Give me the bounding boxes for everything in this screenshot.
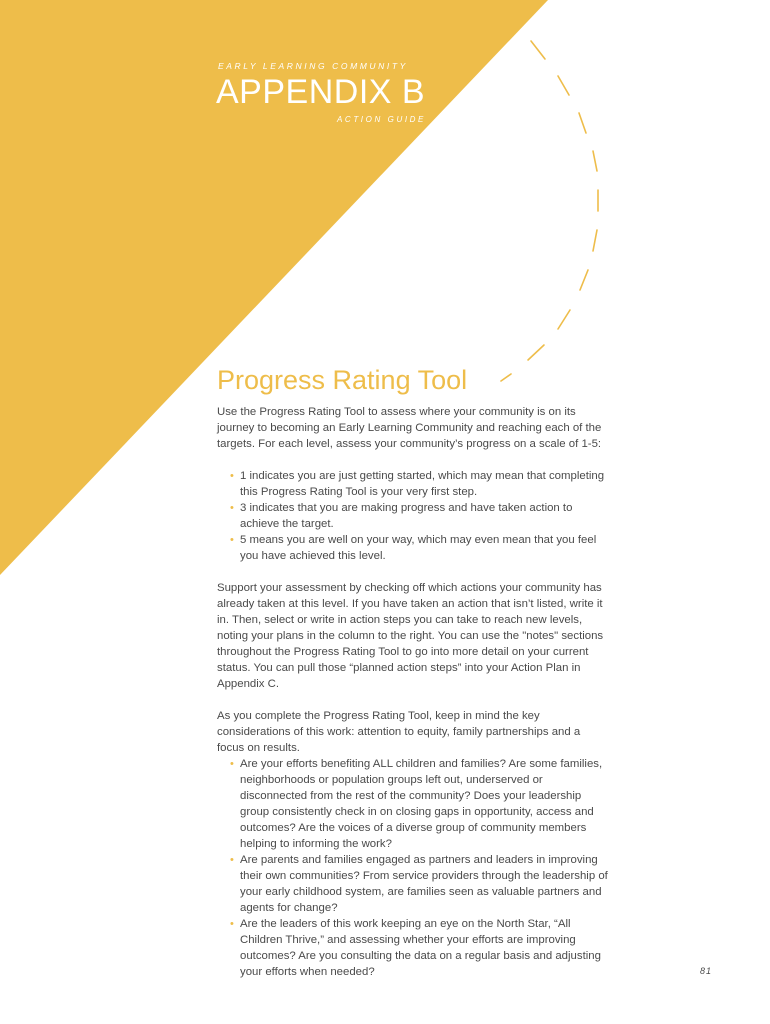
considerations-intro: As you complete the Progress Rating Tool, keep in mind the key considerations of this work: attention to equity, family partnerships and a focus on results. [217,710,581,754]
list-item-text: Are parents and families engaged as partners and leaders in improving their own communities? From service providers through the leadership of your early childhood system, are families seen as valuable partners and agents for change? [240,854,608,914]
bullet-icon: • [230,534,234,546]
appendix-eyebrow: EARLY LEARNING COMMUNITY [218,61,408,71]
intro-paragraph: Use the Progress Rating Tool to assess where your community is on its journey to becoming an Early Learning Community and reaching each of the targets. For each level, assess your community’s progress on a scale of 1-5: [217,406,602,450]
section-heading: Progress Rating Tool [217,365,468,395]
scale-list [217,468,609,564]
list-item [217,756,609,852]
bullet-icon: • [230,470,234,482]
dashed-arc-decoration [501,41,598,381]
list-item [217,500,609,532]
list-item-text: Are your efforts benefiting ALL children and families? Are some families, neighborhoods or population groups left out, underserved or disconnected from the rest of the community? Does your leadership group consistently check in on closing gaps in opportunity, access and outcomes? Are the voices of a diverse group of community members helping to informing the work? [240,758,603,850]
considerations-list [217,756,609,980]
bullet-icon: • [230,918,234,930]
section-content [217,404,609,980]
page-number: 81 [700,966,713,976]
list-item-text: 3 indicates that you are making progress and have taken action to achieve the target. [240,502,573,530]
bullet-icon: • [230,854,234,866]
list-item-text: Are the leaders of this work keeping an eye on the North Star, “All Children Thrive,” and assessing whether your efforts are improving outcomes? Are you consulting the data on a regular basis and adjusting your efforts when needed? [240,918,601,978]
list-item-text: 5 means you are well on your way, which may even mean that you feel you have achieved this level. [240,534,597,562]
bullet-icon: • [230,502,234,514]
list-item [217,468,609,500]
list-item [217,916,609,980]
appendix-subtitle: ACTION GUIDE [337,115,426,124]
list-item [217,852,609,916]
bullet-icon: • [230,758,234,770]
appendix-title: APPENDIX B [216,73,426,111]
list-item-text: 1 indicates you are just getting started, which may mean that completing this Progress Rating Tool is your very first step. [240,470,605,498]
list-item [217,532,609,564]
support-paragraph: Support your assessment by checking off which actions your community has already taken at this level. If you have taken an action that isn’t listed, write it in. Then, select or write in action steps you can take to reach new levels, noting your plans in the column to the right. You can use the "notes" sections throughout the Progress Rating Tool to go into more detail on your current status. You can pull those “planned action steps” into your Action Plan in Appendix C. [217,582,604,690]
